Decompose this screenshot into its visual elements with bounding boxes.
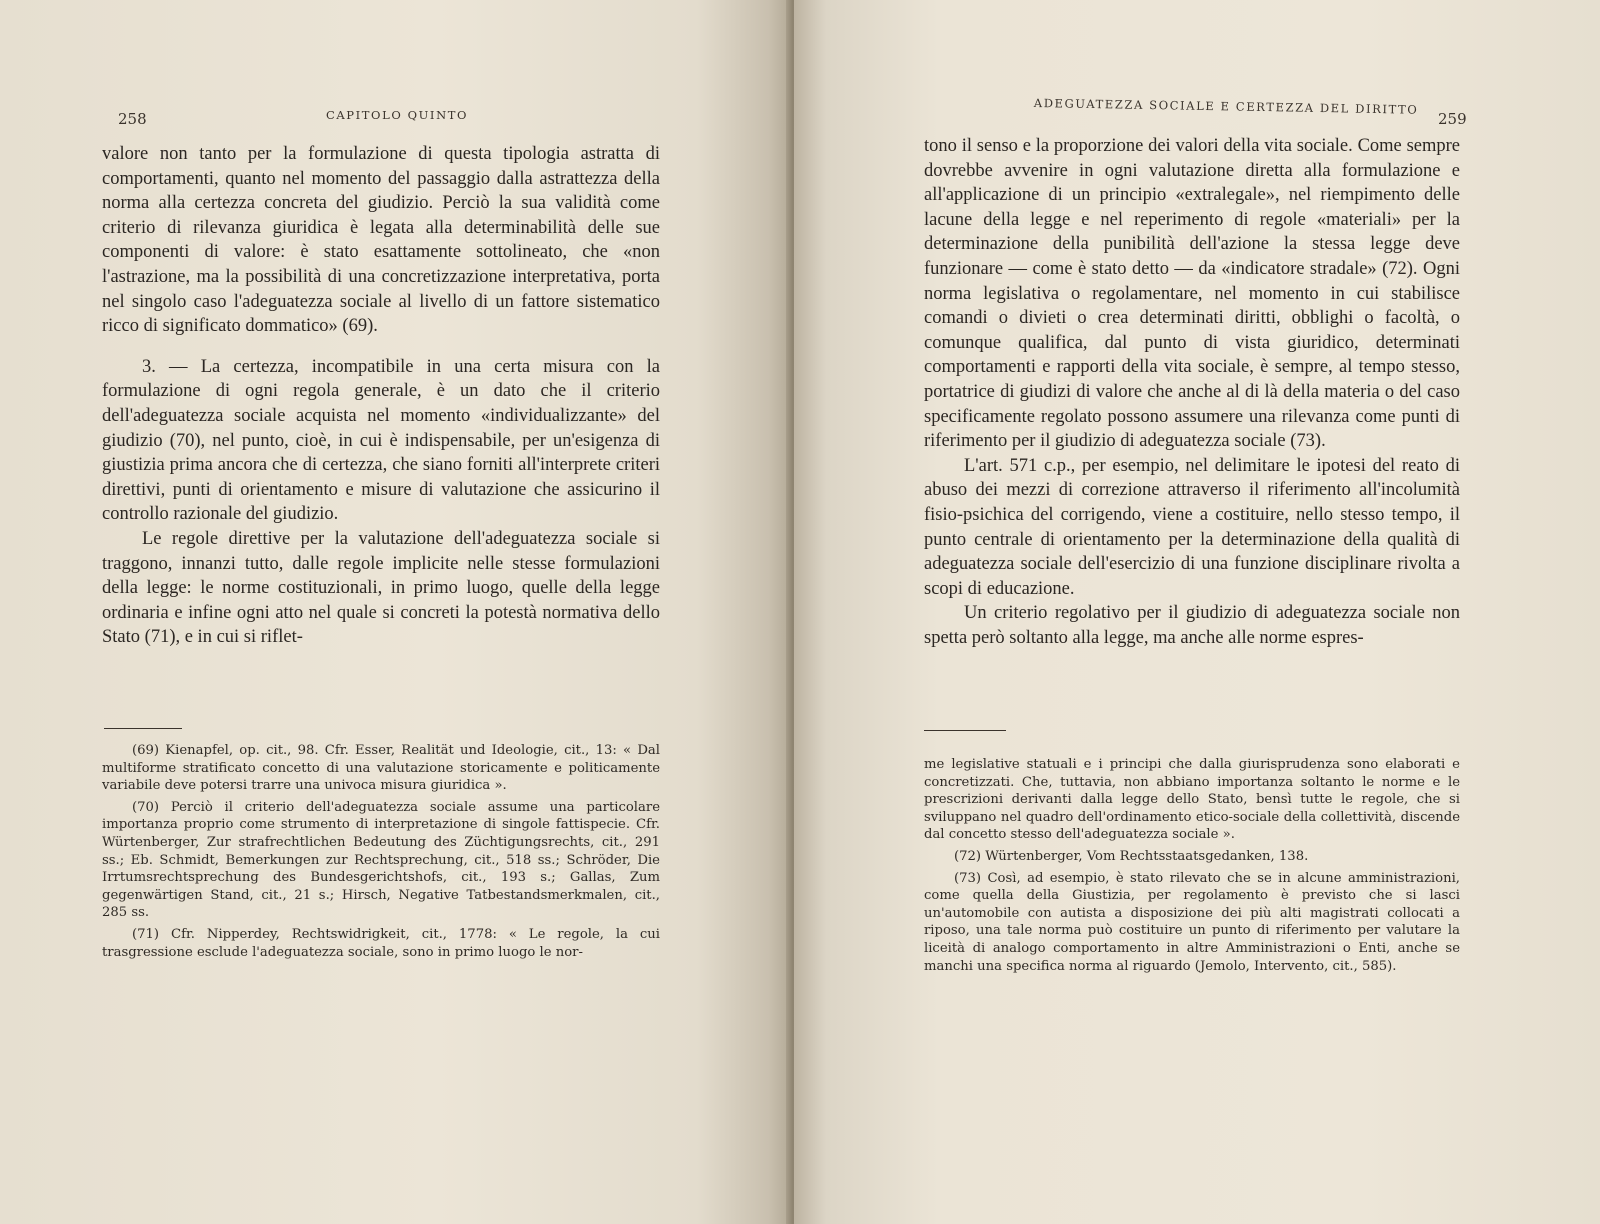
footnote-rule-left [104, 728, 182, 729]
footnote-71-continued: me legislative statuali e i principi che dalla giurisprudenza sono elaborati e concretizzati. Che, tuttavia, non abbiano importanza soltanto le norme e le prescrizioni derivanti dalla legge dello Stato, bensì tutte le regole, che si sviluppano nel quadro dell'ordinamento etico-sociale della collettività, discende dal concetto stesso dell'adeguatezza sociale ». [924, 757, 1460, 843]
footnote-69: (69) Kienapfel, op. cit., 98. Cfr. Esser, Realität und Ideologie, cit., 13: « Dal multiforme stratificato concetto di una valutazione storicamente e politicamente variabile deve potersi trarre una univoca misura giuridica ». [102, 743, 660, 794]
left-page [0, 0, 792, 1224]
left-footnotes [102, 742, 660, 965]
running-head-right: ADEGUATEZZA SOCIALE E CERTEZZA DEL DIRITTO [1033, 96, 1419, 117]
right-paragraph-2: L'art. 571 c.p., per esempio, nel delimitare le ipotesi del reato di abuso dei mezzi di correzione attraverso il riferimento all'incolumità fisio-psichica del corrigendo, viene a costituire, nello stesso tempo, il punto centrale di orientamento per la determinazione della qualità di adeguatezza sociale dell'esercizio di una funzione disciplinare rivolta a scopi di educazione. [924, 455, 1460, 599]
left-paragraph-1: valore non tanto per la formulazione di questa tipologia astratta di comportamenti, quanto nel momento del passaggio dalla astrattezza della norma alla certezza concreta del giudizio. Perciò la sua validità come criterio di rilevanza giuridica è legata alla determinabilità delle sue componenti di valore: è stato esattamente sottolineato, che «non l'astrazione, ma la possibilità di una concretizzazione interpretativa, porta nel singolo caso l'adeguatezza sociale al livello di un fattore sistematico ricco di significato dommatico» (69). [102, 144, 660, 337]
right-page [794, 0, 1600, 1224]
right-paragraph-1: tono il senso e la proporzione dei valori della vita sociale. Come sempre dovrebbe avvenire in ogni valutazione diretta alla formulazione e all'applicazione di un principio «extralegale», nel riempimento delle lacune della legge e nel reperimento di regole «materiali» per la determinazione della punibilità dell'azione la stessa legge deve funzionare — come è stato detto — da «indicatore stradale» (72). Ogni norma legislativa o regolamentare, nel momento in cui stabilisce comandi o divieti o crea determinati diritti, obblighi o facoltà, o comunque qualifica, dal punto di vista giuridico, determinati comportamenti e rapporti della vita sociale, è sempre, al tempo stesso, portatrice di giudizi di valore che anche al di là della materia o del caso specificamente regolato possono assumere una rilevanza come punti di riferimento per il giudizio di adeguatezza sociale (73). [924, 136, 1460, 452]
footnote-72: (72) Würtenberger, Vom Rechtsstaatsgedanken, 138. [954, 848, 1309, 864]
right-paragraph-3: Un criterio regolativo per il giudizio di adeguatezza sociale non spetta però soltanto alla legge, ma anche alle norme espres- [924, 603, 1460, 648]
footnote-73: (73) Così, ad esempio, è stato rilevato che se in alcune amministrazioni, come quella della Giustizia, per regolamento è previsto che si lasci un'automobile con autista a disposizione dei più alti magistrati collocati a riposo, una tale norma può costituire un punto di riferimento per valutare la liceità di analogo comportamento in altre Amministrazioni o Enti, anche se manchi una specifica norma al riguardo (Jemolo, Intervento, cit., 585). [924, 870, 1460, 974]
footnote-70: (70) Perciò il criterio dell'adeguatezza sociale assume una particolare importanza proprio come strumento di interpretazione di singole fattispecie. Cfr. Würtenberger, Zur strafrechtlichen Bedeutung des Züchtigungsrechts, cit., 291 ss.; Eb. Schmidt, Bemerkungen zur Rechtsprechung, cit., 518 ss.; Schröder, Die Irrtumsrechtsprechung des Bundesgerichtshofs, cit., 193 s.; Gallas, Zum gegenwärtigen Stand, cit., 21 s.; Hirsch, Negative Tatbestandsmerkmalen, cit., 285 ss. [102, 799, 660, 921]
running-head-left: CAPITOLO QUINTO [326, 108, 469, 122]
footnote-71: (71) Cfr. Nipperdey, Rechtswidrigkeit, cit., 1778: « Le regole, la cui trasgressione esclude l'adeguatezza sociale, sono in primo luogo le nor- [102, 926, 660, 960]
page-number-left: 258 [118, 110, 147, 128]
left-paragraph-2: 3. — La certezza, incompatibile in una certa misura con la formulazione di ogni regola generale, è un dato che il criterio dell'adeguatezza sociale acquista nel momento «individualizzante» del giudizio (70), nel punto, cioè, in cui è indispensabile, per un'esigenza di giustizia prima ancora che di certezza, che siano forniti all'interprete criteri direttivi, punti di orientamento e misure di valutazione che assicurino il controllo razionale del giudizio. [102, 356, 660, 525]
left-body [102, 142, 660, 650]
right-footnotes [924, 756, 1460, 979]
left-paragraph-3: Le regole direttive per la valutazione dell'adeguatezza sociale si traggono, innanzi tutto, dalle regole implicite nelle stesse formulazioni della legge: le norme costituzionali, in primo luogo, quelle della legge ordinaria e infine ogni atto nel quale si concreti la potestà normativa dello Stato (71), e in cui si riflet- [102, 528, 660, 648]
footnote-rule-right [924, 730, 1006, 731]
right-body [924, 134, 1460, 650]
page-number-right: 259 [1438, 110, 1467, 128]
